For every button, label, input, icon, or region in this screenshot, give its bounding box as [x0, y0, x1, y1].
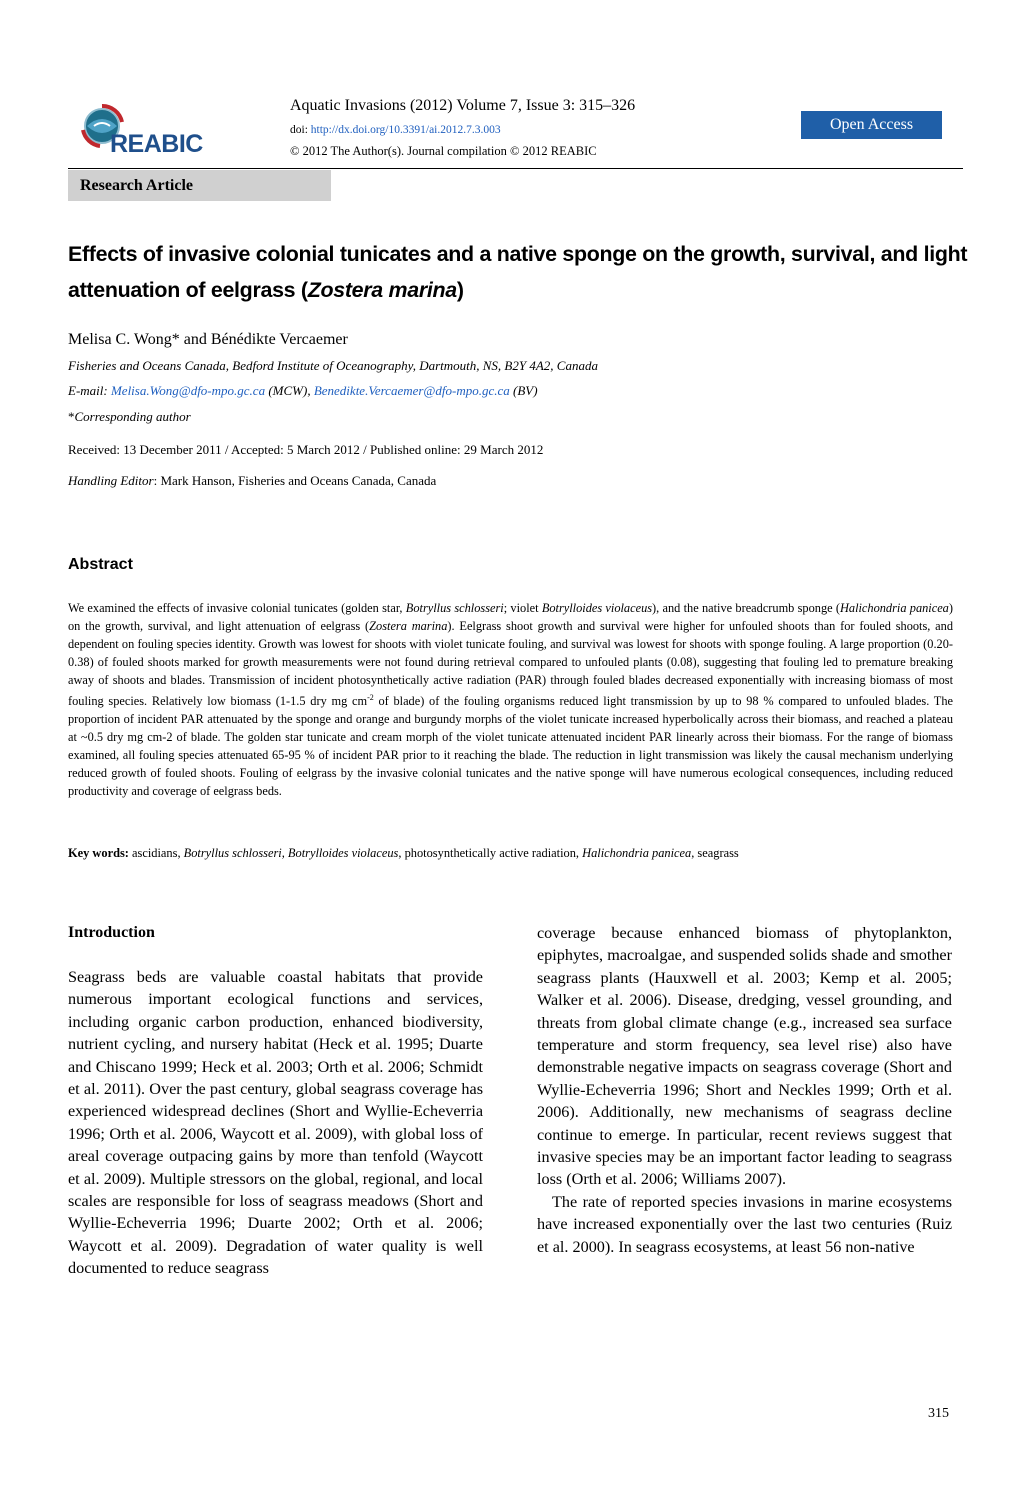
- email-link-wong[interactable]: Melisa.Wong@dfo-mpo.gc.ca: [110, 383, 266, 398]
- corresponding-star: *: [68, 409, 75, 424]
- keyword-text: , seagrass: [691, 846, 739, 860]
- title-close: ): [456, 278, 464, 302]
- abstract-text: ; violet: [503, 601, 542, 615]
- corresponding-note: [68, 409, 468, 425]
- keywords: [68, 846, 953, 861]
- author-list: Melisa C. Wong* and Bénédikte Vercaemer: [68, 331, 348, 348]
- intro-paragraph: coverage because enhanced biomass of phytoplankton, epiphytes, macroalgae, and suspended solids shade and smother seagrass plants (Hauxwell et al. 2003; Kemp et al. 2005; Walker et al. 2006). Disease, dredging, vessel grounding, and threats from global climate change (e.g., increased sea surface temperature and storm frequency, sea level rise) also have demonstrable negative impacts on seagrass coverage (Short and Wyllie-Echeverria 1996; Short and Neckles 1999; Orth et al. 2006). Additionally, new mechanisms of seagrass decline continue to emerge. In particular, recent reviews suggest that invasive species may be an important factor leading to seagrass loss (Orth et al. 2006; Williams 2007).: [537, 924, 952, 1189]
- abstract-species: Botryllus schlosseri: [405, 601, 504, 615]
- email-line: [68, 383, 948, 399]
- reabic-logo: [80, 100, 215, 162]
- doi-label: doi:: [290, 124, 308, 136]
- journal-citation: Aquatic Invasions (2012) Volume 7, Issue 3: 315–326: [290, 97, 636, 114]
- logo-text: REABIC: [110, 130, 203, 158]
- handling-editor: [68, 473, 948, 489]
- abstract-body: [68, 599, 953, 800]
- editor-label: Handling Editor: [68, 473, 154, 488]
- email-code-vercaemer: (BV): [513, 383, 538, 398]
- doi-link[interactable]: http://dx.doi.org/10.3391/ai.2012.7.3.003: [310, 124, 501, 136]
- copyright-line: © 2012 The Author(s). Journal compilation © 2012 REABIC: [290, 144, 597, 158]
- open-access-badge: Open Access: [801, 111, 942, 139]
- doi-line: [290, 124, 770, 136]
- title-main: Effects of invasive colonial tunicates and a native sponge on the growth, survival, and light attenuation of eelgrass (: [68, 242, 968, 302]
- intro-paragraph: Seagrass beds are valuable coastal habitats that provide numerous important ecological functions and services, including organic carbon production, enhanced biodiversity, nutrient cycling, and nursery habitat (Heck et al. 1995; Duarte and Chiscano 1999; Heck et al. 2003; Orth et al. 2006; Schmidt et al. 2011). Over the past century, global seagrass coverage has experienced widespread declines (Short and Wyllie-Echeverria 1996; Orth et al. 2006, Waycott et al. 2009), with global loss of areal coverage outpacing gains by more than tenfold (Waycott et al. 2009). Multiple stressors on the global, regional, and local scales are responsible for loss of seagrass meadows (Short and Wyllie-Echeverria 1996; Duarte 2002; Orth et al. 2006; Waycott et al. 2009). Degradation of water quality is well documented to reduce seagrass: [68, 968, 483, 1278]
- email-label: E-mail:: [68, 383, 108, 398]
- abstract-text: of blade) of the fouling organisms reduced light transmission by up to 98 % compared to unfouled blades. The proportion of incident PAR attenuated by the sponge and orange and burgundy morphs of the violet tunicate increased hyperbolically across their biomass, and reached a plateau at ~0.5 dry mg cm-2 of blade. The golden star tunicate and cream morph of the violet tunicate attenuated incident PAR linearly across their biomass. For the range of biomass examined, all fouling species attenuated 65-95 % of incident PAR prior to it reaching the blade. The reduction in light transmission was likely the causal mechanism underlying reduced growth of fouled shoots. Fouling of eelgrass by the invasive colonial tunicates and the native sponge will have numerous ecological consequences, including reduced productivity and coverage of eelgrass beds.: [68, 694, 953, 799]
- paper-title: [68, 236, 968, 308]
- left-column: [68, 966, 483, 1280]
- affiliation: Fisheries and Oceans Canada, Bedford Institute of Oceanography, Dartmouth, NS, B2Y 4A2, Canada: [68, 358, 598, 373]
- abstract-species: Botrylloides violaceus: [541, 601, 653, 615]
- right-column: [537, 922, 952, 1258]
- page-number: 315: [928, 1406, 949, 1421]
- editor-value: : Mark Hanson, Fisheries and Oceans Canada, Canada: [153, 473, 437, 488]
- abstract-text: ). Eelgrass shoot growth and survival were higher for unfouled shoots than for fouled shoots, and dependent on fouling species identity. Growth was lowest for shoots with violet tunicate fouling, and survival was lowest for shoots with sponge fouling. A large proportion (0.20-0.38) of fouled shoots marked for growth measurements were not found during retrieval compared to unfouled plants (0.08), suggesting that fouling led to premature breaking away of shoots and blades. Transmission of incident photosynthetically active radiation (PAR) through fouled blades decreased exponentially with increasing biomass of most fouling species. Relatively low biomass (1-1.5 dry mg cm: [68, 619, 953, 709]
- keyword-species: Halichondria panicea: [582, 846, 692, 860]
- abstract-heading: Abstract: [68, 556, 133, 573]
- email-code-wong: (MCW),: [268, 383, 311, 398]
- intro-paragraph: The rate of reported species invasions in marine ecosystems have increased exponentially over the last two centuries (Ruiz et al. 2000). In seagrass ecosystems, at least 56 non-native: [537, 1192, 952, 1256]
- article-type-banner: Research Article: [68, 170, 331, 201]
- keyword-text: ascidians,: [128, 846, 184, 860]
- keyword-species: Botryllus schlosseri, Botrylloides violaceus: [183, 846, 399, 860]
- abstract-text: ) on the growth, survival, and light attenuation of eelgrass (: [68, 601, 953, 633]
- abstract-text: We examined the effects of invasive colonial tunicates (golden star,: [68, 601, 406, 615]
- abstract-species: Zostera marina: [369, 619, 448, 633]
- corresponding-text: Corresponding author: [74, 409, 191, 424]
- keywords-label: Key words:: [68, 846, 129, 860]
- abstract-paragraph: [68, 599, 953, 800]
- title-species: Zostera marina: [307, 278, 457, 302]
- abstract-text: ), and the native breadcrumb sponge (: [652, 601, 840, 615]
- keyword-text: , photosynthetically active radiation,: [398, 846, 583, 860]
- abstract-superscript: -2: [367, 693, 374, 702]
- header-rule: [68, 168, 963, 169]
- introduction-heading: Introduction: [68, 924, 155, 941]
- publication-dates: Received: 13 December 2011 / Accepted: 5 March 2012 / Published online: 29 March 2012: [68, 442, 544, 457]
- email-link-vercaemer[interactable]: Benedikte.Vercaemer@dfo-mpo.gc.ca: [313, 383, 510, 398]
- abstract-species: Halichondria panicea: [839, 601, 949, 615]
